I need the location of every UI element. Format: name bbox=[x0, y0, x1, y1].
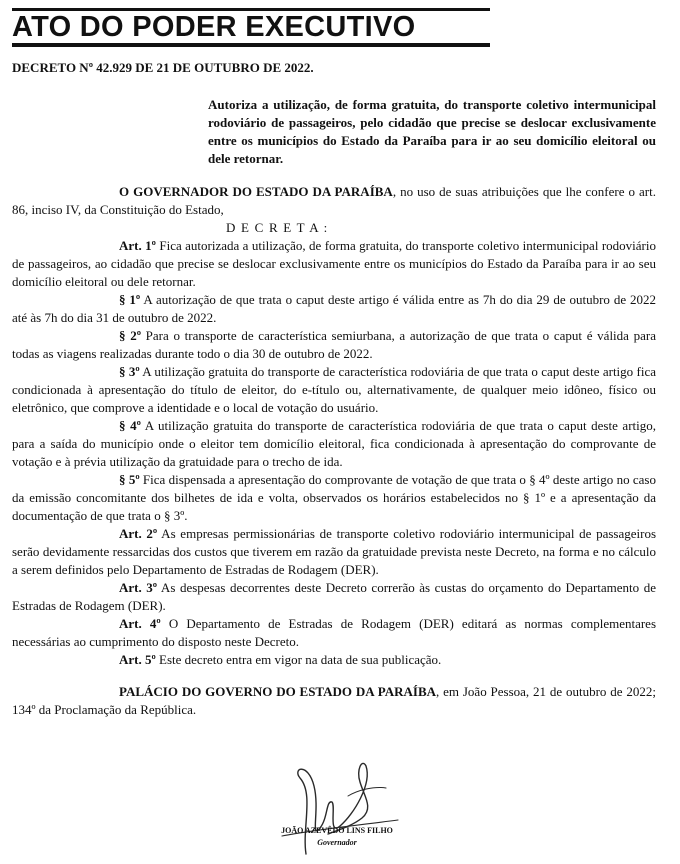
preamble-text: , no uso de suas atribuições que lhe confere o art. 86, inciso IV, da Constituição do Estado, bbox=[12, 184, 656, 217]
signatory-name: JOÃO AZEVÊDO LINS FILHO bbox=[281, 826, 393, 835]
paragraph-3 bbox=[12, 363, 656, 417]
article-1-label: Art. 1º bbox=[119, 238, 156, 253]
article-2-text: As empresas permissionárias de transporte coletivo rodoviário intermunicipal de passageiros serão devidamente ressarcidas dos custos que tiverem em razão da gratuidade prevista neste Decreto, na forma e no cálculo a serem definidos pelo Departamento de Estradas de Rodagem (DER). bbox=[12, 526, 657, 577]
article-1 bbox=[12, 237, 656, 291]
decreta-line bbox=[12, 219, 656, 237]
paragraph-4-text: A utilização gratuita do transporte de característica rodoviária de que trata o caput deste artigo, para a saída do município onde o eleitor tem domicílio eleitoral, fica condicionada à apresentação do comprovante de votação e à prévia utilização da gratuidade para o trecho de ida. bbox=[12, 418, 656, 469]
article-1-text: Fica autorizada a utilização, de forma gratuita, do transporte coletivo intermunicipal rodoviário de passageiros, ao cidadão que precise se deslocar exclusivamente entre os municípios do Estado da Paraíba para ir ao seu domicílio eleitoral ou dele retornar. bbox=[12, 238, 656, 289]
article-5 bbox=[12, 651, 656, 669]
paragraph-1-text: A autorização de que trata o caput deste artigo é válida entre as 7h do dia 29 de outubro de 2022 até às 7h do dia 31 de outubro de 2022. bbox=[12, 292, 656, 325]
article-4-text: O Departamento de Estradas de Rodagem (DER) editará as normas complementares necessárias ao cumprimento do disposto neste Decreto. bbox=[12, 616, 657, 649]
paragraph-1-label: § 1º bbox=[119, 292, 141, 307]
decreta-word: D E C R E T A : bbox=[226, 220, 329, 235]
article-5-label: Art. 5º bbox=[119, 652, 156, 667]
spacer bbox=[12, 669, 656, 683]
article-3 bbox=[12, 579, 656, 615]
closing-paragraph bbox=[12, 683, 656, 719]
signatory-title: Governador bbox=[317, 838, 357, 847]
article-3-text: As despesas decorrentes deste Decreto correrão às custas do orçamento do Departamento de Estradas de Rodagem (DER). bbox=[12, 580, 657, 613]
article-5-text: Este decreto entra em vigor na data de sua publicação. bbox=[155, 652, 442, 667]
palace-heading: PALÁCIO DO GOVERNO DO ESTADO DA PARAÍBA bbox=[119, 684, 437, 699]
paragraph-4-label: § 4º bbox=[119, 418, 141, 433]
paragraph-5-label: § 5º bbox=[119, 472, 140, 487]
paragraph-5-text: Fica dispensada a apresentação do comprovante de votação de que trata o § 4º deste artigo no caso da emissão concomitante dos bilhetes de ida e volta, observados os horários estabelecidos no § 1º e a apresentação da documentação de que trata o § 3º. bbox=[12, 472, 656, 523]
masthead-bottom-rule bbox=[12, 43, 490, 47]
paragraph-1 bbox=[12, 291, 656, 327]
decree-number: DECRETO Nº 42.929 DE 21 DE OUTUBRO DE 2022. bbox=[12, 60, 314, 75]
paragraph-3-text: A utilização gratuita do transporte de característica rodoviária de que trata o caput deste artigo fica condicionada à apresentação do título de eleitor, do e-título ou, alternativamente, de qualquer meio idôneo, físico ou eletrônico, que comprove a identidade e o local de votação do usuário. bbox=[12, 364, 657, 415]
article-2 bbox=[12, 525, 656, 579]
paragraph-3-label: § 3º bbox=[119, 364, 140, 379]
governor-heading: O GOVERNADOR DO ESTADO DA PARAÍBA bbox=[119, 184, 393, 199]
article-4 bbox=[12, 615, 656, 651]
paragraph-5 bbox=[12, 471, 656, 525]
masthead-title: ATO DO PODER EXECUTIVO bbox=[12, 11, 416, 43]
closing-text: , em João Pessoa, 21 de outubro de 2022; 134º da Proclamação da República. bbox=[12, 684, 656, 717]
paragraph-2 bbox=[12, 327, 656, 363]
article-3-label: Art. 3º bbox=[119, 580, 158, 595]
preamble bbox=[12, 183, 656, 219]
article-4-label: Art. 4º bbox=[119, 616, 161, 631]
decree-body bbox=[12, 183, 656, 719]
paragraph-4 bbox=[12, 417, 656, 471]
article-2-label: Art. 2º bbox=[119, 526, 158, 541]
decree-summary: Autoriza a utilização, de forma gratuita, do transporte coletivo intermunicipal rodoviário de passageiros, pelo cidadão que precise se deslocar exclusivamente entre os municípios do Estado da Paraíba para ir ao seu domicílio eleitoral ou dele retornar. bbox=[208, 97, 656, 166]
paragraph-2-label: § 2º bbox=[119, 328, 141, 343]
paragraph-2-text: Para o transporte de característica semiurbana, a autorização de que trata o caput é válida para todas as viagens realizadas durante todo o dia 30 de outubro de 2022. bbox=[12, 328, 656, 361]
